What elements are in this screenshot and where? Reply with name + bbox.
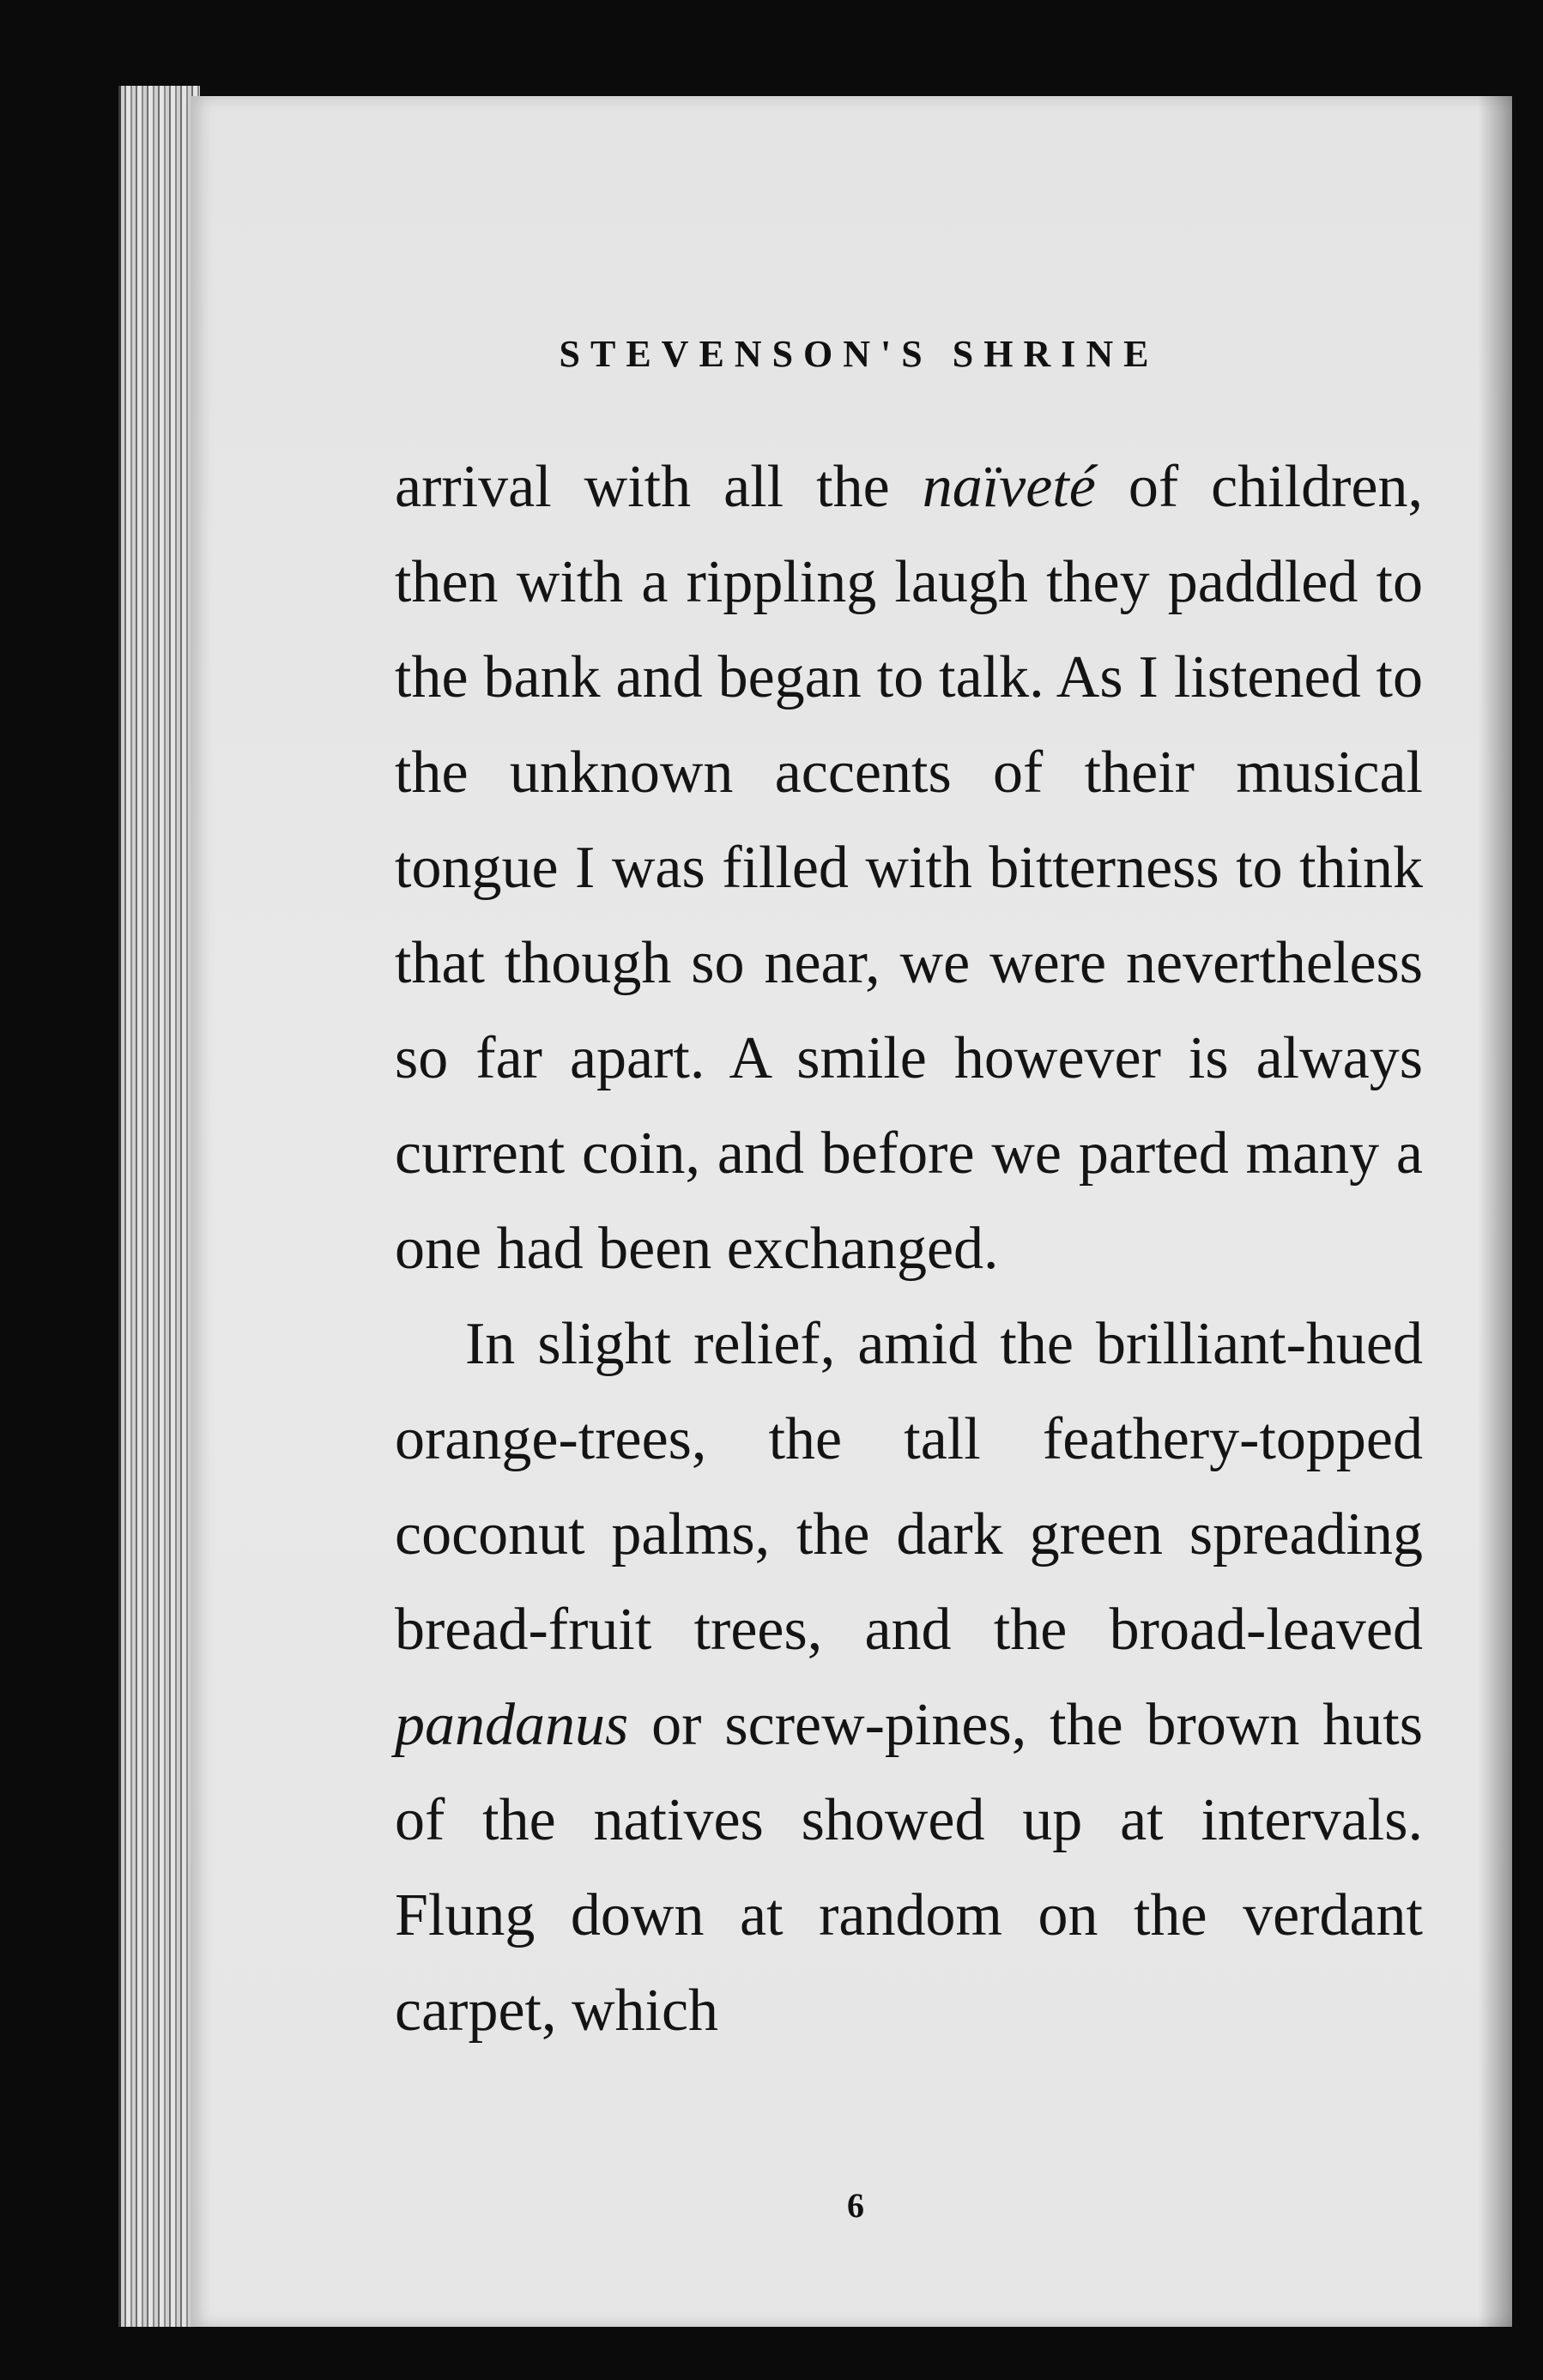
paragraph-1-text-end: of children, then with a rippling laugh they paddled to the bank and began to talk. As I listened to the unknown accents of their musical tongue I was filled with bitterness to think that though so near, we were nevertheless so far apart. A smile however is always current coin, and before we parted many a one had been exchanged. (395, 454, 1423, 1282)
book-page (191, 96, 1512, 2327)
paragraph-2-text-end: or screw-pines, the brown huts of the natives showed up at intervals. Flung down at random on the verdant carpet, which (395, 1692, 1423, 2044)
italic-word-pandanus: pandanus (395, 1692, 629, 1758)
running-head: STEVENSON'S SHRINE (559, 333, 1159, 375)
paragraph-2 (395, 1296, 1423, 2058)
book-page-edges (118, 86, 200, 2327)
paragraph-1 (395, 439, 1423, 1296)
italic-word-naivete: naïveté (922, 454, 1096, 520)
paragraph-1-text-start: arrival with all the (395, 454, 923, 520)
body-text (395, 439, 1423, 2058)
page-number: 6 (847, 2186, 864, 2225)
page-gutter-shadow (1478, 96, 1512, 2327)
paragraph-2-text-start: In slight relief, amid the brilliant-hued orange-trees, the tall feathery-topped coconut palms, the dark green spreading bread-fruit trees, and the broad-leaved (395, 1311, 1423, 1663)
